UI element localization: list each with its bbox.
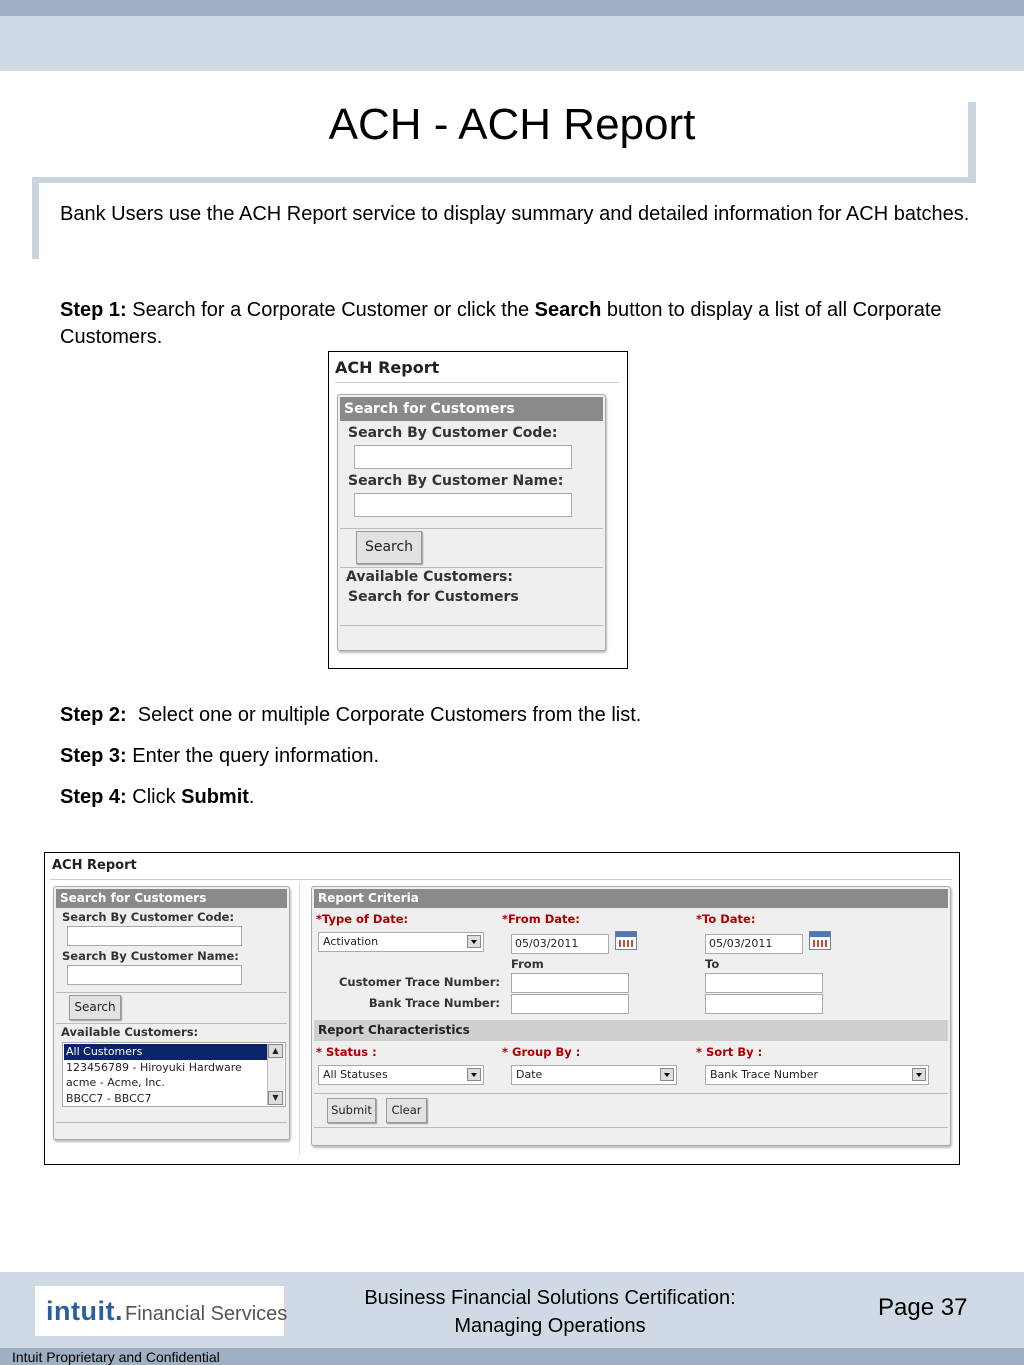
shot1-available-hint: Search for Customers	[348, 589, 519, 605]
step-2-text: Select one or multiple Corporate Customers from the list.	[126, 704, 642, 726]
step-2-label: Step 2:	[60, 704, 127, 726]
customer-trace-label: Customer Trace Number:	[338, 975, 500, 989]
shot2-left-divider-3	[56, 1122, 287, 1123]
shot2-available-label: Available Customers:	[61, 1025, 199, 1039]
bank-trace-from-input[interactable]	[511, 994, 629, 1014]
shot1-code-label: Search By Customer Code:	[348, 425, 558, 441]
page-number: Page 37	[878, 1294, 968, 1321]
step-4-text-b: .	[248, 786, 255, 808]
chevron-down-icon[interactable]	[467, 1068, 481, 1081]
shot1-available-label: Available Customers:	[346, 569, 513, 585]
scroll-down-icon[interactable]: ▼	[268, 1091, 283, 1105]
shot2-code-input[interactable]	[67, 926, 242, 946]
screenshot-search-customers	[328, 351, 628, 669]
shot1-title: ACH Report	[335, 358, 440, 377]
from-date-sub: From	[511, 957, 544, 971]
shot2-search-button[interactable]: Search	[69, 995, 121, 1020]
shot2-listbox-scrollbar[interactable]	[267, 1044, 284, 1105]
customer-list-item[interactable]: All Customers	[64, 1044, 267, 1060]
status-value: All Statuses	[323, 1068, 388, 1081]
shot2-title-rule	[50, 879, 952, 880]
shot2-right-divider-2	[314, 1127, 948, 1128]
footer-line-2: Managing Operations	[454, 1315, 646, 1337]
chevron-down-icon[interactable]	[467, 935, 481, 948]
header-band	[0, 16, 1024, 71]
shot2-name-input[interactable]	[67, 965, 242, 985]
header-band-top	[0, 0, 1024, 16]
submit-button[interactable]: Submit	[327, 1098, 376, 1123]
sort-by-label: * Sort By :	[696, 1045, 763, 1059]
shot1-panel-header: Search for Customers	[340, 397, 603, 421]
chevron-down-icon[interactable]	[912, 1068, 926, 1081]
step-3-label: Step 3:	[60, 745, 127, 767]
shot2-characteristics-header: Report Characteristics	[314, 1020, 948, 1041]
shot1-divider-2	[340, 567, 603, 568]
to-date-label: *To Date:	[696, 912, 756, 926]
customer-list-item[interactable]: 123456789 - Hiroyuki Hardware	[66, 1060, 242, 1074]
shot1-title-rule	[335, 382, 619, 383]
step-1-bold: Search	[534, 299, 602, 321]
shot1-divider	[340, 528, 603, 529]
bank-trace-to-input[interactable]	[705, 994, 823, 1014]
customer-trace-to-input[interactable]	[705, 973, 823, 993]
shot2-criteria-panel	[311, 886, 951, 1146]
screenshot-ach-report-form	[44, 852, 960, 1165]
to-date-sub: To	[705, 957, 720, 971]
shot2-right-divider	[314, 1093, 948, 1094]
shot1-name-input[interactable]	[354, 493, 572, 517]
intro-paragraph: Bank Users use the ACH Report service to display summary and detailed information for ACH batches.	[60, 203, 970, 225]
customer-list-item[interactable]: BBCC7 - BBCC7	[66, 1091, 152, 1105]
shot2-left-divider	[56, 992, 287, 993]
sort-by-value: Bank Trace Number	[710, 1068, 818, 1081]
group-by-label: * Group By :	[502, 1045, 581, 1059]
shot1-divider-3	[340, 625, 603, 626]
step-3-text: Enter the query information.	[126, 745, 380, 767]
shot1-code-input[interactable]	[354, 445, 572, 469]
type-of-date-label: *Type of Date:	[316, 912, 409, 926]
step-4-text-a: Click	[126, 786, 182, 808]
to-date-input[interactable]: 05/03/2011	[705, 934, 803, 954]
logo-word: intuit.	[46, 1296, 123, 1326]
shot2-left-divider-2	[56, 1023, 287, 1024]
calendar-icon[interactable]	[809, 931, 831, 950]
shot1-name-label: Search By Customer Name:	[348, 473, 564, 489]
step-3	[60, 743, 970, 770]
calendar-icon[interactable]	[615, 931, 637, 950]
group-by-select[interactable]	[511, 1065, 677, 1085]
shot2-customer-panel	[53, 886, 290, 1140]
step-4	[60, 784, 970, 811]
shot2-customer-panel-header: Search for Customers	[56, 889, 287, 908]
shot2-customer-list	[64, 1044, 267, 1106]
confidential-notice: Intuit Proprietary and Confidential	[12, 1349, 220, 1365]
shot2-criteria-header: Report Criteria	[314, 889, 948, 908]
footer-course-title	[330, 1284, 770, 1340]
shot2-column-separator	[299, 883, 300, 1155]
sort-by-select[interactable]	[705, 1065, 929, 1085]
shot1-search-button[interactable]: Search	[356, 531, 422, 564]
step-1-label: Step 1:	[60, 299, 127, 321]
type-of-date-select[interactable]	[318, 932, 484, 952]
step-2	[60, 702, 970, 729]
step-4-label: Step 4:	[60, 786, 127, 808]
scroll-up-icon[interactable]: ▲	[268, 1044, 283, 1058]
group-by-value: Date	[516, 1068, 543, 1081]
shot2-customer-listbox[interactable]	[62, 1042, 286, 1107]
shot2-name-label: Search By Customer Name:	[62, 949, 239, 963]
type-of-date-value: Activation	[323, 935, 379, 948]
title-bracket-right	[968, 102, 976, 182]
page-title: ACH - ACH Report	[328, 100, 696, 149]
status-select[interactable]	[318, 1065, 484, 1085]
clear-button[interactable]: Clear	[386, 1098, 427, 1123]
logo-subtitle: Financial Services	[125, 1303, 288, 1325]
step-1-text-b: button to display a list of all Corporate Customers.	[60, 299, 942, 348]
shot1-panel	[337, 394, 606, 651]
bank-trace-label: Bank Trace Number:	[368, 996, 500, 1010]
title-bracket-left	[32, 177, 39, 259]
customer-trace-from-input[interactable]	[511, 973, 629, 993]
from-date-input[interactable]: 05/03/2011	[511, 934, 609, 954]
customer-list-item[interactable]: acme - Acme, Inc.	[66, 1076, 165, 1089]
step-1-text-a: Search for a Corporate Customer or click the	[126, 299, 535, 321]
from-date-label: *From Date:	[502, 912, 580, 926]
step-4-bold: Submit	[181, 786, 249, 808]
footer-line-1: Business Financial Solutions Certification:	[364, 1287, 736, 1309]
step-1	[60, 297, 970, 351]
shot2-title: ACH Report	[52, 858, 137, 873]
shot2-code-label: Search By Customer Code:	[62, 910, 235, 924]
status-label: * Status :	[316, 1045, 377, 1059]
title-bracket-bottom	[32, 177, 976, 183]
chevron-down-icon[interactable]	[660, 1068, 674, 1081]
